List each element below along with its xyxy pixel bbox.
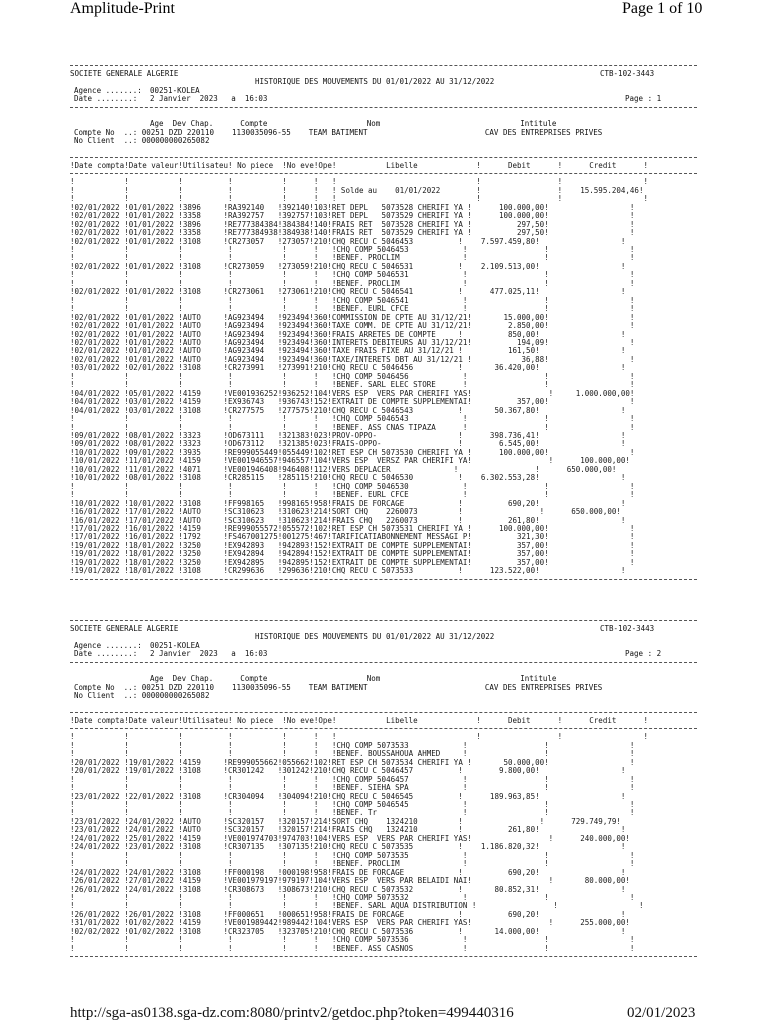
column-headers: !Date compta!Date valeur!Utilisateu! No piece !No eve!Ope! Libelle ! Debit ! Credit !: [70, 716, 648, 725]
transaction-row: !02/01/2022 !01/01/2022 !AUTO !AG923494 !923494!360!FRAIS ARRETES DE COMPTE ! 850,00! !: [70, 330, 626, 339]
account-columns: Age Dev Chap. Compte Nom Intitule: [150, 674, 557, 684]
transaction-row: ! ! ! ! ! ! !CHQ COMP 5073535 ! ! !: [70, 851, 635, 860]
report-ref: CTB-102-3443: [600, 69, 655, 78]
bank-name: SOCIETE GENERALE ALGERIE: [70, 624, 179, 633]
agence-label: Agence .......:: [74, 85, 142, 95]
transaction-row: !16/01/2022 !17/01/2022 !AUTO !SC310623 !310623!214!SORT CHQ 2260073 ! ! 650.000,00!: [70, 508, 621, 517]
transaction-row: ! ! ! ! ! ! !CHQ COMP 5073532 ! ! !: [70, 894, 635, 902]
transaction-row: ! ! ! ! ! ! !BENEF. SARL ELEC STORE ! ! !: [70, 381, 635, 390]
transaction-row: !24/01/2022 !25/01/2022 !4159 !VE001974703!974703!104!VERS ESP VERS PAR CHERIFI YAS! ! 240.000,00!: [70, 834, 630, 843]
transaction-row: !24/01/2022 !23/01/2022 !3108 !CR307135 !307135!210!CHQ RECU C 5073535 ! 1.186.820,32! !: [70, 843, 626, 852]
transaction-row: ! ! ! ! ! ! !CHQ COMP 5046453 ! ! !: [70, 246, 635, 255]
transaction-row: !20/01/2022 !19/01/2022 !4159 !RE999055662!055662!102!RET ESP CH 5073534 CHERIFI YA ! 50.000,00! !: [70, 758, 635, 767]
dashed-separator: [70, 712, 697, 715]
blank-line: [70, 146, 697, 154]
agence-label: Agence .......:: [74, 640, 142, 650]
transaction-row: ! ! ! ! ! ! ! ! ! !: [70, 195, 648, 204]
transaction-row: !02/01/2022 !01/01/2022 !3108 !CR273057 !273057!210!CHQ RECU C 5046453 ! 7.597.459,80! !: [70, 237, 626, 246]
dashed-separator: [70, 65, 697, 68]
print-url: http://sga-as0138.sga-dz.com:8080/printv2/getdoc.php?token=499440316: [70, 1005, 514, 1021]
transaction-row: !23/01/2022 !24/01/2022 !AUTO !SC320157 !320157!214!FRAIS CHQ 1324210 ! 261,80! !: [70, 826, 626, 835]
page-number: Page : 1: [625, 94, 662, 104]
blank-line: [70, 701, 697, 709]
print-window-title: Amplitude-Print: [70, 0, 175, 17]
transaction-row: ! ! ! ! ! ! !BENEF. ASS CNAS TIPAZA ! ! !: [70, 423, 635, 432]
transaction-row: !23/01/2022 !24/01/2022 !AUTO !SC320157 !320157!214!SORT CHQ 1324210 ! ! 729.749,79!: [70, 817, 621, 826]
transaction-row: !10/01/2022 !11/01/2022 !4071 !VE001946408!946408!112!VERS DEPLACER ! ! 650.000,00!: [70, 465, 617, 474]
transaction-row: !26/01/2022 !27/01/2022 !4159 !VE001979197!979197!104!VERS ESP VERS PAR BELAIDI NAI! ! 80.000,00!: [70, 877, 630, 886]
transaction-row: !04/01/2022 !03/01/2022 !4159 !EX936743 !936743!152!EXTRAIT DE COMPTE SUPPLEMENTAI! 357,00! !: [70, 398, 635, 407]
transaction-row: !02/01/2022 !01/01/2022 !3108 !CR273061 !273061!210!CHQ RECU C 5046541 ! 477.025,11! !: [70, 288, 626, 297]
transaction-row: !17/01/2022 !16/01/2022 !1792 !FS467001275!001275!467!TARIFICATIABONNEMENT MESSAGI P! 321,30! !: [70, 533, 635, 542]
transaction-row: ! ! ! ! ! ! !BENEF. EURL CFCE ! ! !: [70, 491, 635, 500]
transaction-row: ! ! ! ! ! ! !CHQ COMP 5046531 ! ! !: [70, 271, 635, 280]
bank-name: SOCIETE GENERALE ALGERIE: [70, 69, 179, 78]
transaction-row: !20/01/2022 !19/01/2022 !3108 !CR301242 !301242!210!CHQ RECU C 5046457 ! 9.800,00! !: [70, 767, 626, 776]
transaction-row: ! ! ! ! ! ! !CHQ COMP 5046530 ! ! !: [70, 482, 635, 491]
transaction-row: !02/01/2022 !01/01/2022 !AUTO !AG923494 !923494!360!TAXE FRAIS FIXE AU 31/12/21 ! 161,50! !: [70, 347, 626, 356]
transaction-row: ! ! ! ! ! ! !BENEF. PROCLIM ! ! !: [70, 279, 635, 288]
transaction-row: !03/01/2022 !02/01/2022 !3108 !CR273991 !273991!210!CHQ RECU C 5046456 ! 36.420,00! !: [70, 364, 626, 373]
transaction-row: ! ! ! ! ! ! ! ! ! !: [70, 178, 648, 187]
transaction-row: !09/01/2022 !08/01/2022 !3323 !OD673112 !321385!023!FRAIS-OPPO- ! 6.545,00! !: [70, 440, 626, 449]
agence-value: 00251-KOLEA: [150, 85, 200, 95]
transaction-row: !26/01/2022 !24/01/2022 !3108 !CR308673 !308673!210!CHQ RECU C 5073532 ! 80.852,31! !: [70, 885, 626, 894]
transaction-row: ! ! ! ! ! ! !CHQ COMP 5046545 ! ! !: [70, 801, 635, 810]
client-number: No Client ..: 000000000265082: [74, 691, 210, 701]
transaction-row: !16/01/2022 !17/01/2022 !AUTO !SC310623 !310623!214!FRAIS CHQ 2260073 ! 261,80! !: [70, 516, 626, 525]
account-number: Compte No ..: 00251 DZD 220110 1130035096-55 TEAM BATIMENT CAV DES ENTREPRISES PRIVES: [74, 682, 603, 692]
dashed-separator: [70, 173, 697, 176]
dashed-separator: [70, 157, 697, 160]
date-value: 2 Janvier 2023 a 16:03: [150, 649, 268, 659]
transaction-row: ! ! ! ! ! ! ! ! ! !: [70, 733, 648, 742]
statement-page-1: [70, 62, 697, 584]
transaction-row: ! ! ! ! ! ! !CHQ COMP 5046456 ! ! !: [70, 372, 635, 381]
page-number: Page : 2: [625, 649, 662, 659]
statement-page-2: [70, 617, 697, 961]
transaction-row: ! ! ! ! ! ! !BENEF. PROCLIM ! ! !: [70, 254, 635, 263]
transaction-row: !24/01/2022 !24/01/2022 !3108 !FF000198 !000198!958!FRAIS DE FORCAGE ! 690,20! !: [70, 868, 626, 877]
dashed-separator: [70, 620, 697, 623]
transaction-row: !09/01/2022 !08/01/2022 !3323 !OD673111 !321383!023!PROV-OPPO- ! 398.736,41! !: [70, 431, 626, 440]
transaction-row: !02/01/2022 !01/01/2022 !3358 !RA392757 !392757!103!RET DEPL 5073529 CHERIFI YA ! 100.000,00! !: [70, 212, 635, 221]
date-label: Date ........:: [74, 94, 138, 104]
report-title: HISTORIQUE DES MOUVEMENTS DU 01/01/2022 AU 31/12/2022: [255, 632, 495, 642]
client-line: [70, 692, 697, 700]
report-title: HISTORIQUE DES MOUVEMENTS DU 01/01/2022 AU 31/12/2022: [255, 77, 495, 87]
date-line: [70, 650, 697, 658]
date-label: Date ........:: [74, 649, 138, 659]
transaction-row: !02/01/2022 !01/01/2022 !AUTO !AG923494 !923494!360!INTERETS DEBITEURS AU 31/12/21! 194,09! !: [70, 339, 635, 347]
transaction-row: !23/01/2022 !22/01/2022 !3108 !CR304094 !304094!210!CHQ RECU C 5046545 ! 189.963,85! !: [70, 792, 626, 801]
transaction-row: !02/01/2022 !01/01/2022 !AUTO !AG923494 !923494!360!COMMISSION DE CPTE AU 31/12/21! 15.000,00! !: [70, 313, 635, 322]
transaction-row: !02/01/2022 !01/01/2022 !AUTO !AG923494 !923494!360!TAXE COMM. DE CPTE AU 31/12/21! 2.850,00! !: [70, 322, 635, 331]
dashed-separator: [70, 107, 697, 110]
transaction-row: ! ! ! ! ! ! !CHQ COMP 5046543 ! ! !: [70, 415, 635, 424]
client-line: [70, 137, 697, 145]
transaction-row: ! ! ! ! ! ! !BENEF. BOUSSAHOUA AHMED ! ! !: [70, 750, 635, 759]
transaction-row: !02/01/2022 !01/01/2022 !3358 !RE777384938!384938!140!FRAIS RET 5073529 CHERIFI YA ! 297,50! !: [70, 229, 635, 238]
transaction-row: ! ! ! ! ! ! !BENEF. Tr ! ! !: [70, 809, 635, 818]
transaction-row: !10/01/2022 !11/01/2022 !4159 !VE001946557!946557!104!VERS ESP VERSZ PAR CHERIFI YA! ! 100.000,00!: [70, 457, 630, 466]
dashed-separator: [70, 728, 697, 731]
print-date: 02/01/2023: [627, 1005, 696, 1021]
date-value: 2 Janvier 2023 a 16:03: [150, 94, 268, 104]
transaction-row: !10/01/2022 !10/01/2022 !3108 !FF998165 !998165!958!FRAIS DE FORCAGE ! 690,20! !: [70, 499, 626, 508]
transaction-row: ! ! ! ! ! ! ! Solde au 01/01/2022 ! ! 15.595.204,46!: [70, 186, 644, 195]
transaction-row: !10/01/2022 !09/01/2022 !3935 !RE999055449!055449!102!RET ESP CH 5073530 CHERIFI YA ! 100.000,00! !: [70, 448, 635, 457]
transaction-row: !02/01/2022 !01/01/2022 !AUTO !AG923494 !923494!360!TAXE/INTERETS DBT AU 31/12/21 ! 36,88! !: [70, 355, 635, 364]
transaction-row: !19/01/2022 !18/01/2022 !3108 !CR299636 !299636!210!CHQ RECU C 5073533 ! 123.522,00! !: [70, 567, 626, 576]
transaction-row: ! ! ! ! ! ! !BENEF. PROCLIM ! ! !: [70, 860, 635, 869]
transaction-row: ! ! ! ! ! ! !BENEF. ASS CASNOS ! ! !: [70, 944, 635, 953]
page-indicator: Page 1 of 10: [622, 0, 703, 17]
transaction-row: !04/01/2022 !03/01/2022 !3108 !CR277575 !277575!210!CHQ RECU C 5046543 ! 50.367,80! !: [70, 406, 626, 415]
report-ref: CTB-102-3443: [600, 624, 655, 633]
transaction-row: ! ! ! ! ! ! !BENEF. EURL CFCE ! ! !: [70, 305, 635, 314]
transaction-row: !02/01/2022 !01/01/2022 !3108 !CR273059 !273059!210!CHQ RECU C 5046531 ! 2.109.513,00! !: [70, 262, 626, 271]
transaction-row: !02/02/2022 !01/02/2022 !3108 !CR323705 !323705!210!CHQ RECU C 5073536 ! 14.000,00! !: [70, 927, 626, 936]
transaction-row: ! ! ! ! ! ! !BENEF. SIEHA SPA ! ! !: [70, 784, 635, 793]
transaction-row: ! ! ! ! ! ! !CHQ COMP 5073536 ! ! !: [70, 936, 635, 945]
date-line: [70, 95, 697, 103]
account-columns: Age Dev Chap. Compte Nom Intitule: [150, 119, 557, 129]
transaction-row: !19/01/2022 !18/01/2022 !3250 !EX942895 !942895!152!EXTRAIT DE COMPTE SUPPLEMENTAI! 357,00! !: [70, 558, 635, 567]
transaction-row: !02/01/2022 !01/01/2022 !3896 !RE777384384!384384!140!FRAIS RET 5073528 CHERIFI YA ! 297,50! !: [70, 220, 635, 229]
transaction-row: ! ! ! ! ! ! !CHQ COMP 5046457 ! ! !: [70, 775, 635, 784]
column-headers: !Date compta!Date valeur!Utilisateu! No piece !No eve!Ope! Libelle ! Debit ! Credit !: [70, 161, 648, 170]
dashed-separator: [70, 662, 697, 665]
transaction-row: !17/01/2022 !16/01/2022 !4159 !RE999055572!055572!102!RET ESP CH 5073531 CHERIFI YA ! 100.000,00! !: [70, 524, 635, 533]
transaction-row: ! ! ! ! ! ! !CHQ COMP 5073533 ! ! !: [70, 741, 635, 750]
transaction-row: !04/01/2022 !05/01/2022 !4159 !VE001936252!936252!104!VERS ESP VERS PAR CHERIFI YAS! ! 1.000.000,00!: [70, 389, 635, 398]
transaction-row: !19/01/2022 !18/01/2022 !3250 !EX942893 !942893!152!EXTRAIT DE COMPTE SUPPLEMENTAI! 357,00! !: [70, 541, 635, 550]
client-number: No Client ..: 000000000265082: [74, 136, 210, 146]
agence-value: 00251-KOLEA: [150, 640, 200, 650]
transaction-row: ! ! ! ! ! ! !CHQ COMP 5046541 ! ! !: [70, 296, 635, 305]
account-number: Compte No ..: 00251 DZD 220110 1130035096-55 TEAM BATIMENT CAV DES ENTREPRISES PRIVES: [74, 127, 603, 137]
transaction-row: !10/01/2022 !08/01/2022 !3108 !CR285115 !285115!210!CHQ RECU C 5046530 ! 6.302.553,28! !: [70, 474, 626, 483]
dashed-separator: [70, 579, 697, 582]
transaction-row: !31/01/2022 !01/02/2022 !4159 !VE001989442!989442!104!VERS ESP VERS PAR CHERIFI YAS! ! 255.000,00!: [70, 919, 630, 928]
transaction-row: !26/01/2022 !26/01/2022 !3108 !FF000651 !000651!958!FRAIS DE FORCAGE ! 690,20! !: [70, 910, 626, 919]
transaction-row: ! ! ! ! ! ! !BENEF. SARL AQUA DISTRIBUTION ! ! !: [70, 902, 644, 911]
dashed-separator: [70, 956, 697, 959]
transaction-row: !19/01/2022 !18/01/2022 !3250 !EX942894 !942894!152!EXTRAIT DE COMPTE SUPPLEMENTAI! 357,00! !: [70, 550, 635, 559]
transaction-row: !02/01/2022 !01/01/2022 !3896 !RA392140 !392140!103!RET DEPL 5073528 CHERIFI YA ! 100.000,00! !: [70, 203, 635, 212]
